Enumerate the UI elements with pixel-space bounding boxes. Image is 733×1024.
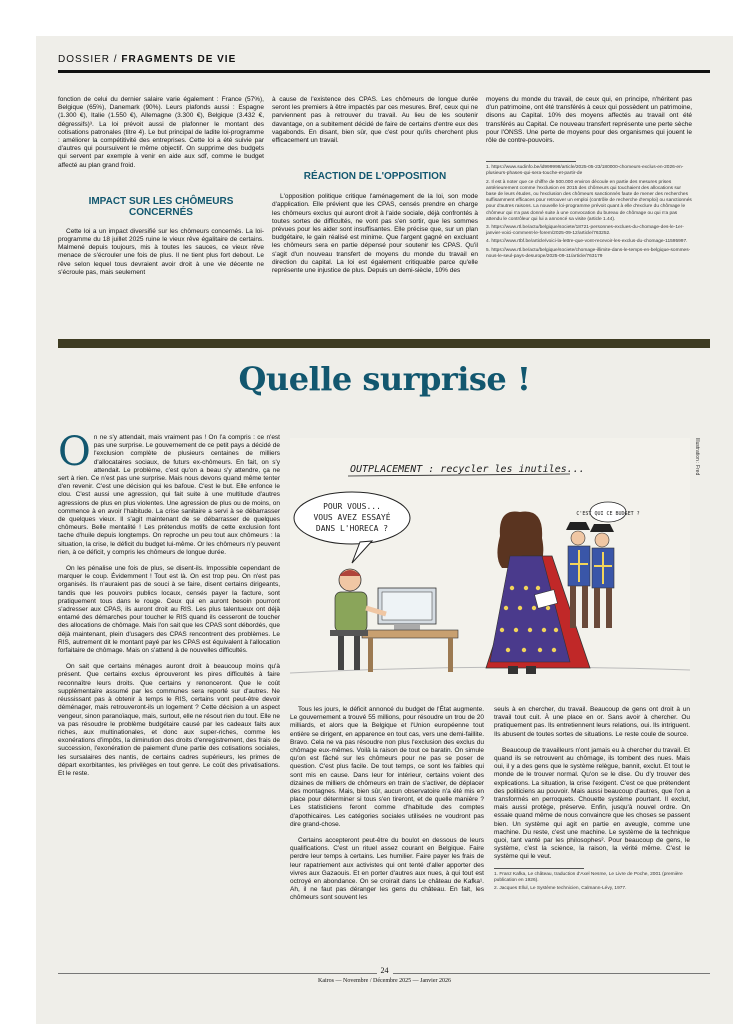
footnote: 3. https://www.rtl.be/actu/belgique/societe/18721-personnes-exclues-du-chomage-des-le-1er-janvier-voici-comment-le-forem/2025-09-12/article/763252.: [486, 225, 684, 237]
paragraph: Certains accepteront peut-être du boulot en dessous de leurs qualifications. C'est un rituel assez courant en Belgique. Faire perdre leur temps à certains. Les humilier. Faire payer les frais de leur rapatriement aux activistes qui ont tenté d'aller apporter des vivres aux Gazaouis. Et en porter d'autres aux nues, à qui tout est octroyé en abondance. On se croirait dans Le château de Kafka¹. Ah, il ne faut pas déranger les gens du château. En fait, les chômeurs sont souvent les: [290, 837, 484, 902]
article-column-2: [290, 706, 484, 903]
paragraph: On sait que certains ménages auront droit à beaucoup moins qu'à présent. Que certains exclus éprouveront les pires difficultés à faire reconnaître leurs droits. Que certains y renonceront. Que le coût supplémentaire assumé par les communes sera reporté sur d'autres. Ne réussissant pas à obtenir à temps le RIS, certains vont peut-être devoir déménager, mais retrouveront-ils un logement ? Cette décision a un aspect vengeur, sinon paranoïaque, mais, surtout, elle ne résout rien du tout. Elle ne va pas résoudre le problème budgétaire causé par les cadeaux faits aux riches, aux multinationales, et donc aux super-riches, comme les exonérations d'impôts, la diminution des droits d'enregistrement, des frais de succession, l'exonération de paiement d'une partie des cotisations sociales, les sursalaires des nantis, de certains cadres supérieurs, les primes de départ exorbitantes, les privilèges en tout genre. Le coût des privatisations. Et le reste.: [58, 663, 280, 777]
footnote: 1. https://www.sudinfo.be/id999998/article/2025-05-23/180000-chomeurs-exclus-en-2026-en-plusieurs-phases-qui-sera-touche-et-partir-de: [486, 165, 684, 177]
paragraph: On les pénalise une fois de plus, se disent-ils. Impossible cependant de marquer le coup. Évidemment ! Tout est là. On est trop peu. On n'est pas organisés. Ils n'auraient pas de souci à se faire, disent certains dirigeants, tandis que les pouvoirs publics locaux, censés payer la facture, sont pratiquement tous dans le rouge. Ceux qui en auront besoin pourront s'adresser aux CPAS, ils auront droit au RIS. Les plus talentueux ont déjà entamé des démarches pour toucher le RIS quand ils cesseront de toucher des allocations de chômage. Mais l'on sait que les CPAS sont débordés, que déjà maintenant, plein d'usagers des CPAS rencontrent des problèmes. Le RIS, autrement dit le montant payé par les CPAS est équivalent à l'allocation forfaitaire de chômage. Mais on s'attend à de nouvelles difficultés.: [58, 565, 280, 655]
paragraph: seuls à en chercher, du travail. Beaucoup de gens ont droit à un travail tout cuit. À une place en or. Sans avoir à chercher. Ou pratiquement pas. Ils entretiennent leurs relations, oui. Ils intriguent. Ils abusent de toutes sortes de situations. Le reste coule de source.: [494, 706, 690, 738]
speech-line-3: DANS L'HORECA ?: [315, 524, 389, 533]
small-bubble-text: C'EST QUI CE BUDGET ?: [576, 511, 640, 517]
upper-column-1: [58, 96, 264, 277]
section-divider: [58, 339, 710, 348]
subheading: RÉACTION DE L'OPPOSITION: [303, 171, 447, 183]
section-header: [58, 52, 710, 73]
lead-paragraph: On ne s'y attendait, mais vraiment pas ! On l'a compris : ce n'est pas une surprise. Le gouvernement de ce petit pays a décidé de l'exclusion complète de plusieurs centaines de milliers d'allocataires sociaux, de futurs ex-chômeurs. En fait, on s'y attendait. Le problème, c'est qu'on a beau s'y attendre, ça ne sert à rien. Ce n'est pas une surprise. Mais nous devons quand même tenter d'en revenir. C'est une décision qui les bafoue. C'est le but. Elle enfonce le clou. C'est aussi une agression, qui fait suite à une multitude d'autres agressions de plus en plus violentes. Une agression de plus ou de moins, on commence à en avoir l'habitude. La crise sanitaire a servi à se débarrasser de quelques vieux. Il s'agit maintenant de se débarrasser de quelques chômeurs. Belle mentalité ! Les prétendus motifs de cette exclusion font tache d'huile depuis longtemps. On reproche un peu tout aux chômeurs : la situation, la crise, le déficit du budget lui-même. Or les chômeurs n'y peuvent rien, à ce déficit, y compris les chômeurs de longue durée.: [58, 429, 280, 556]
paragraph: Cette loi a un impact diversifié sur les chômeurs concernés. La loi-programme du 18 juillet 2025 ruine le vieux rêve égalitaire de certains. Malmené depuis toujours, mis à toutes les sauces, ce vieux rêve menace de s'écrouler une fois de plus. Il ne tient plus fort debout. Le rêve selon lequel tous devraient avoir droit à une vie décente ne s'écroule pas, mais seulement: [58, 227, 264, 276]
subheading: IMPACT SUR LES CHÔMEURS CONCERNÉS: [88, 195, 234, 218]
section-subtitle: FRAGMENTS DE VIE: [121, 54, 237, 65]
upper-column-2: [272, 96, 478, 275]
page-number: 24: [36, 966, 733, 975]
paragraph: L'opposition politique critique l'aménagement de la loi, son mode d'application. Elle prévient que les CPAS, censés prendre en charge les chômeurs exclus qui auront droit à l'aide sociale, déjà confrontés à toutes sortes de difficultés, ne vont pas s'en sortir, que les sommes prévues pour les aider sont insuffisantes. Elle précise que, sur un plan budgétaire, le gain réalisé est minime. Que l'argent gagné en excluant les chômeurs sera en partie dépensé pour soutenir les CPAS. Qu'il s'agit d'un nouveau transfert de moyens du monde du travail en direction du capital. La loi est également critiquable parce qu'elle représente une injustice de plus. Depuis un demi-siècle, 10% des: [272, 193, 478, 275]
footnote: 2. Il est à noter que ce chiffre de 500.000 environ découle en partie des mesures prises antérieurement comme l'exclusion en 2015 des chômeurs qui touchaient des allocations sur base de leurs études, ou l'exclusion des chômeurs sanctionnés faute de mener des recherches suffisamment efficaces pour retrouver un emploi (contrôle de recherche d'emploi) ou sanctionnés pour d'autres raisons. La nouvelle loi-programme prévoit quant à elle d'exclure du chômage le chômeur qui n'a pas donné suite à une convocation du bureau de chômage ou qui n'a pas attendu le contrôleur qui lui a annoncé sa visite (article 1.44).: [486, 179, 692, 222]
drop-cap: O: [58, 429, 91, 475]
paragraph: fonction de celui du dernier salaire varie également : France (57%), Belgique (65%), Danemark (90%). Leurs plafonds aussi : Espagne (1.300 €), Italie (1.550 €), Allemagne (3.300 €), Belgique (3.432 €, dégressifs)³. La loi prévoit aussi de plafonner le montant des cotisations patronales (titre 4). Le but principal de ladite loi-programme : améliorer la compétitivité des entreprises. Cette loi a été suivie par d'autres qui poursuivent le même objectif. On supprime des budgets qui servent par exemple à venir en aide aux sdf, comme le budget affecté au plan grand froid.: [58, 96, 264, 169]
cartoon-drawing: [290, 438, 690, 698]
paragraph: à cause de l'existence des CPAS. Les chômeurs de longue durée seront les premiers à être impactés par ces mesures. Bref, ceux qui ne parviennent pas à retrouver du travail. Au lieu de les soutenir davantage, on a subitement décidé de faire de certains d'entre eux des vagabonds. En disant, bien sûr, que c'est pour qu'ils cherchent plus efficacement un travail.: [272, 96, 478, 145]
article-column-1: [58, 429, 280, 778]
publication-info: Kairos — Novembre / Décembre 2025 — Janvier 2026: [318, 978, 451, 984]
paragraph: Tous les jours, le déficit annoncé du budget de l'État augmente. Le gouvernement a trouvé 55 millions, pour résoudre un trou de 20 milliards, et alors que la Belgique et l'Union européenne tout entière se dirigent, en apparence en tout cas, vers une demi-faillite. Bravo. Cela ne va pas résoudre non plus l'exclusion des exclus du chômage eux-mêmes. Voilà la raison de tout ce baratin. On simule qu'on est fâché sur les chômeurs pour ne pas se poser de question. C'est plus facile. De tout temps, ce sont les faibles qui sont mis en cause. Dans leur for intérieur, certains voient des dizaines de milliers de chômeurs en train de s'activer, de déplacer des montagnes. Mais, bien sûr, aucun observatoire n'a été mis en place pour déterminer si tous s'en tireront, et de quelle manière ? Les statisticiens feront comme d'habitude des comptes d'apothicaires. Les catégories sociales utilisées ne voudront pas dire grand-chose.: [290, 706, 484, 828]
speech-line-1: POUR VOUS...: [323, 502, 381, 511]
footnote: 1. Franz Kafka, Le château, traduction d'Axel Nesme, Le Livre de Poche, 2001 (première publication en 1926).: [494, 871, 683, 883]
paragraph: moyens du monde du travail, de ceux qui, en principe, n'héritent pas d'un patrimoine, ont été transférés à ceux qui possèdent un patrimoine, disons au Capital. 10% des moyens affectés au travail ont été transférés au Capital. Ce nouveau transfert représente une perte sèche pour l'ONSS. Une perte de moyens pour des organismes qui jouent le rôle de contre-pouvoirs.: [486, 96, 692, 145]
paragraph: Beaucoup de travailleurs n'ont jamais eu à chercher du travail. Et quand ils se retrouvent au chômage, ils tombent des nues. Mais oui, il y a des gens que le système relègue, bannit, exclut. Et tout le monde de le trouver normal. Qu'on se le dise. Ou d'y trouver des explications. La situation, la crise l'exigent. C'est ce que prétendent des politiciens au pouvoir. Mais aussi beaucoup d'autres, que l'on a transformés en perroquets. Chouette système pourtant. Il exclut, mais aussi protège, préserve. Enfin, jusqu'à nouvel ordre. On essaie quand même de nous convaincre que les choses se passent bien. Un système qui agit en partie en aveugle, comme une machine. Du reste, c'est une machine. Le système de la technique quoi, tant vanté par les philosophes². Pour beaucoup de gens, le système, c'est la science, la raison, la vérité même. C'est le système qui le veut.: [494, 746, 690, 861]
footnote: 5. https://www.rtl.be/actu/belgique/societe/chomage-illimite-dans-le-temps-en-belgique-sommes-nous-le-seul-pays-desurope/2025-09-11/article/763179: [486, 247, 691, 259]
upper-column-3: [486, 96, 692, 262]
magazine-page: [36, 36, 733, 1024]
speech-line-2: VOUS AVEZ ESSAYÉ: [313, 513, 391, 522]
article-column-3: [494, 706, 690, 894]
footnote: 4. https://www.rtbf.be/article/voici-la-lettre-que-vont-recevoir-les-exclus-du-chomage-11595997.: [486, 239, 688, 245]
article-title: Quelle surprise !: [238, 360, 531, 398]
illustration-credit: Illustration : Fred: [694, 438, 700, 476]
footnote: 2. Jacques Ellul, Le Système technicien, Calmann-Lévy, 1977.: [494, 886, 627, 892]
cartoon-caption: OUTPLACEMENT : recycler les inutiles...: [350, 464, 585, 475]
section-kicker: DOSSIER / FRAGMENTS DE VIE: [58, 54, 237, 65]
cartoon-illustration: [290, 438, 690, 698]
